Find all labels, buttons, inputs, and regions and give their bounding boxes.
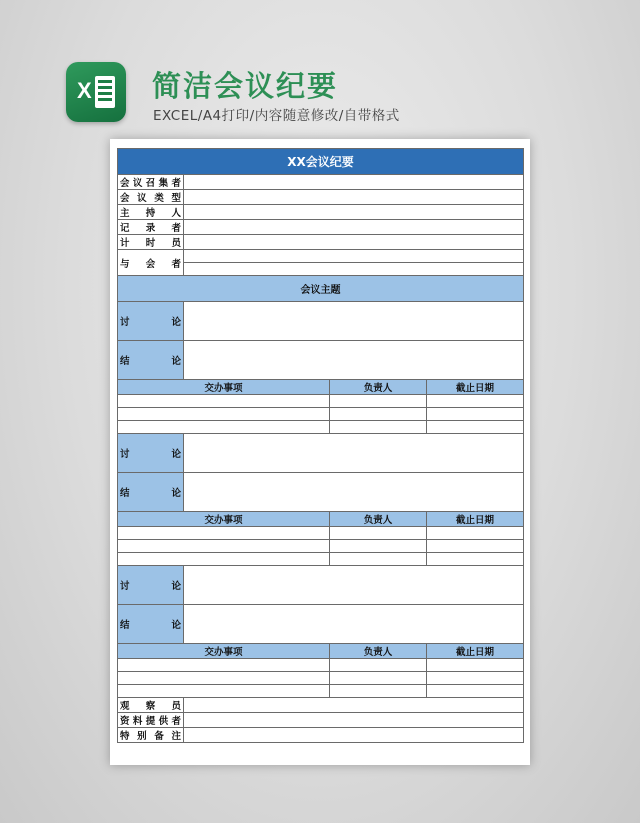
label-host: 主持人 bbox=[118, 205, 184, 220]
col-header-task: 交办事项 bbox=[118, 644, 330, 659]
col-header-owner: 负责人 bbox=[330, 644, 427, 659]
label-discussion: 讨论 bbox=[118, 566, 184, 605]
owner-cell[interactable] bbox=[330, 421, 427, 434]
field-participants-1[interactable] bbox=[184, 250, 524, 263]
task-row bbox=[118, 685, 524, 698]
task-row bbox=[118, 421, 524, 434]
owner-cell[interactable] bbox=[330, 540, 427, 553]
field-material-provider[interactable] bbox=[184, 713, 524, 728]
label-organizer: 会议召集者 bbox=[118, 175, 184, 190]
field-participants-2[interactable] bbox=[184, 263, 524, 276]
field-conclusion[interactable] bbox=[184, 341, 524, 380]
task-cell[interactable] bbox=[118, 421, 330, 434]
label-recorder: 记录者 bbox=[118, 220, 184, 235]
owner-cell[interactable] bbox=[330, 553, 427, 566]
deadline-cell[interactable] bbox=[427, 408, 524, 421]
task-cell[interactable] bbox=[118, 395, 330, 408]
deadline-cell[interactable] bbox=[427, 659, 524, 672]
field-observer[interactable] bbox=[184, 698, 524, 713]
field-discussion[interactable] bbox=[184, 434, 524, 473]
col-header-deadline: 截止日期 bbox=[427, 644, 524, 659]
label-timekeeper: 计时员 bbox=[118, 235, 184, 250]
label-material-provider: 资料提供者 bbox=[118, 713, 184, 728]
field-discussion[interactable] bbox=[184, 566, 524, 605]
label-participants: 与会者 bbox=[118, 250, 184, 276]
owner-cell[interactable] bbox=[330, 685, 427, 698]
task-cell[interactable] bbox=[118, 408, 330, 421]
label-discussion: 讨论 bbox=[118, 302, 184, 341]
owner-cell[interactable] bbox=[330, 408, 427, 421]
page-subtitle: EXCEL/A4打印/内容随意修改/自带格式 bbox=[153, 108, 400, 124]
deadline-cell[interactable] bbox=[427, 395, 524, 408]
col-header-deadline: 截止日期 bbox=[427, 380, 524, 395]
task-row bbox=[118, 395, 524, 408]
field-host[interactable] bbox=[184, 205, 524, 220]
deadline-cell[interactable] bbox=[427, 527, 524, 540]
deadline-cell[interactable] bbox=[427, 685, 524, 698]
field-special-remarks[interactable] bbox=[184, 728, 524, 743]
task-cell[interactable] bbox=[118, 672, 330, 685]
col-header-deadline: 截止日期 bbox=[427, 512, 524, 527]
deadline-cell[interactable] bbox=[427, 421, 524, 434]
task-row bbox=[118, 672, 524, 685]
task-row bbox=[118, 540, 524, 553]
task-row bbox=[118, 408, 524, 421]
deadline-cell[interactable] bbox=[427, 672, 524, 685]
label-meeting-type: 会议类型 bbox=[118, 190, 184, 205]
excel-icon bbox=[66, 62, 126, 122]
field-meeting-type[interactable] bbox=[184, 190, 524, 205]
deadline-cell[interactable] bbox=[427, 553, 524, 566]
deadline-cell[interactable] bbox=[427, 540, 524, 553]
field-conclusion[interactable] bbox=[184, 473, 524, 512]
owner-cell[interactable] bbox=[330, 395, 427, 408]
form-title: XX会议纪要 bbox=[118, 149, 524, 175]
label-conclusion: 结论 bbox=[118, 341, 184, 380]
topic-header: 会议主题 bbox=[118, 276, 524, 302]
field-organizer[interactable] bbox=[184, 175, 524, 190]
owner-cell[interactable] bbox=[330, 659, 427, 672]
excel-x-letter: X bbox=[77, 78, 92, 103]
spreadsheet-grid-icon bbox=[95, 76, 115, 108]
owner-cell[interactable] bbox=[330, 672, 427, 685]
field-conclusion[interactable] bbox=[184, 605, 524, 644]
field-discussion[interactable] bbox=[184, 302, 524, 341]
task-cell[interactable] bbox=[118, 553, 330, 566]
label-discussion: 讨论 bbox=[118, 434, 184, 473]
col-header-task: 交办事项 bbox=[118, 380, 330, 395]
task-cell[interactable] bbox=[118, 685, 330, 698]
page-title: 简洁会议纪要 bbox=[152, 69, 339, 103]
task-row bbox=[118, 527, 524, 540]
field-recorder[interactable] bbox=[184, 220, 524, 235]
owner-cell[interactable] bbox=[330, 527, 427, 540]
label-special-remarks: 特别备注 bbox=[118, 728, 184, 743]
task-row bbox=[118, 659, 524, 672]
task-row bbox=[118, 553, 524, 566]
col-header-owner: 负责人 bbox=[330, 512, 427, 527]
label-observer: 观察员 bbox=[118, 698, 184, 713]
col-header-task: 交办事项 bbox=[118, 512, 330, 527]
label-conclusion: 结论 bbox=[118, 605, 184, 644]
meeting-minutes-form bbox=[117, 148, 524, 743]
task-cell[interactable] bbox=[118, 527, 330, 540]
field-timekeeper[interactable] bbox=[184, 235, 524, 250]
task-cell[interactable] bbox=[118, 659, 330, 672]
task-cell[interactable] bbox=[118, 540, 330, 553]
col-header-owner: 负责人 bbox=[330, 380, 427, 395]
label-conclusion: 结论 bbox=[118, 473, 184, 512]
